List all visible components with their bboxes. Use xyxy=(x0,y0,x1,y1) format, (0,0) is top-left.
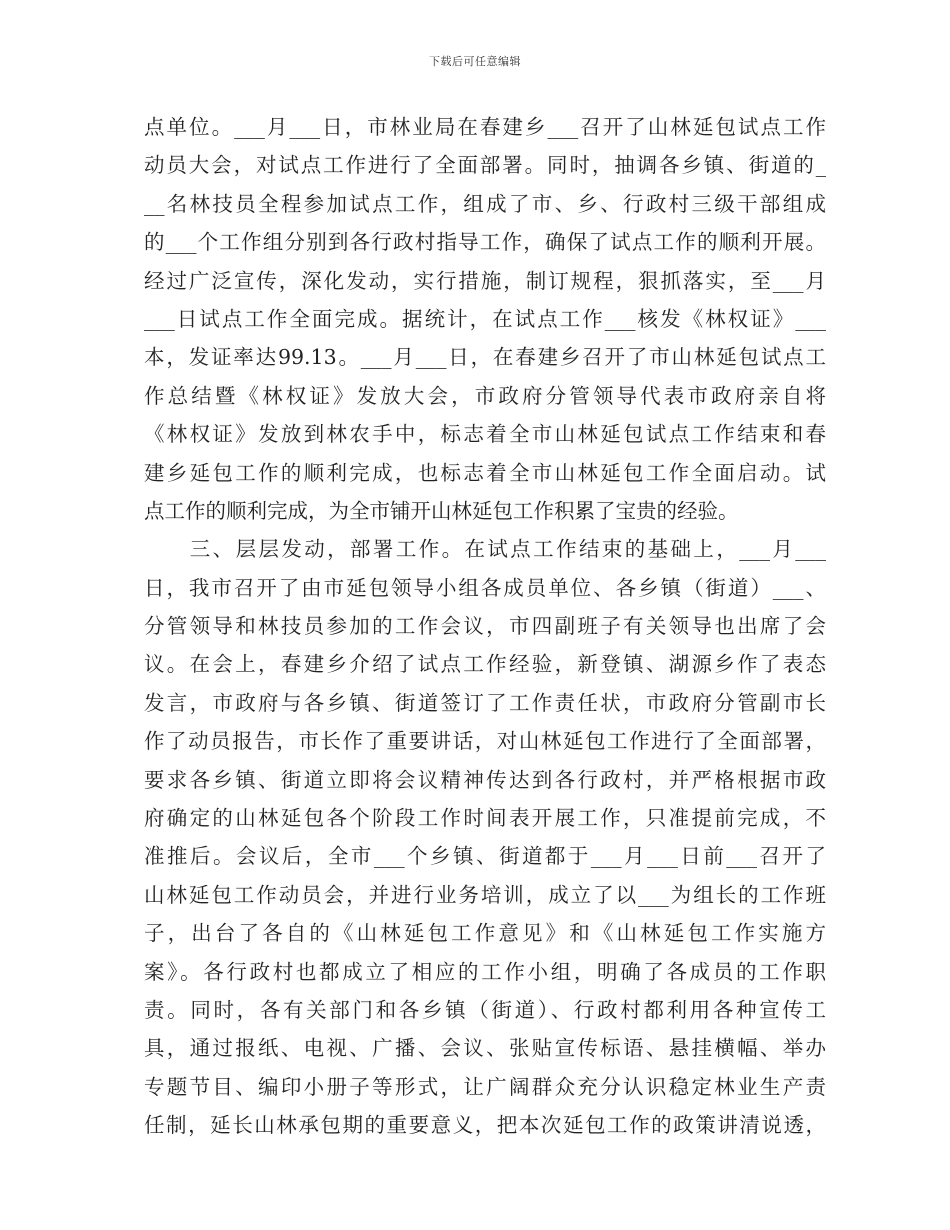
text-line: __名林技员全程参加试点工作，组成了市、乡、行政村三级干部组成 xyxy=(144,191,826,216)
text-line: 任制，延长山林承包期的重要意义，把本次延包工作的政策讲清说透， xyxy=(144,1113,826,1138)
text-line: 责。同时，各有关部门和各乡镇（街道）、行政村都利用各种宣传工 xyxy=(144,997,826,1022)
text-line: 三、层层发动，部署工作。在试点工作结束的基础上，___月___ xyxy=(144,537,826,562)
text-line: 具，通过报纸、电视、广播、会议、张贴宣传标语、悬挂横幅、举办 xyxy=(144,1036,826,1061)
text-line: 动员大会，对试点工作进行了全面部署。同时，抽调各乡镇、街道的_ xyxy=(144,153,826,178)
text-line: 作总结暨《林权证》发放大会，市政府分管领导代表市政府亲自将 xyxy=(144,383,826,408)
text-line: 发言，市政府与各乡镇、街道签订了工作责任状，市政府分管副市长 xyxy=(144,690,826,715)
text-line: 案》。各行政村也都成立了相应的工作小组，明确了各成员的工作职 xyxy=(144,959,826,984)
text-line: 日，我市召开了由市延包领导小组各成员单位、各乡镇（街道）___、 xyxy=(144,575,826,600)
text-line: 要求各乡镇、街道立即将会议精神传达到各行政村，并严格根据市政 xyxy=(144,767,826,792)
text-line: 经过广泛宣传，深化发动，实行措施，制订规程，狠抓落实，至___月 xyxy=(144,268,826,293)
text-line: 子，出台了各自的《山林延包工作意见》和《山林延包工作实施方 xyxy=(144,921,826,946)
text-line: ___日试点工作全面完成。据统计，在试点工作___核发《林权证》___ xyxy=(144,306,826,331)
text-line: 《林权证》发放到林农手中，标志着全市山林延包试点工作结束和春 xyxy=(144,422,826,447)
paragraph-end-line: 点工作的顺利完成，为全市铺开山林延包工作积累了宝贵的经验。 xyxy=(144,498,739,523)
text-line: 准推后。会议后，全市___个乡镇、街道都于___月___日前___召开了 xyxy=(144,844,826,869)
text-line: 专题节目、编印小册子等形式，让广阔群众充分认识稳定林业生产责 xyxy=(144,1074,826,1099)
text-line: 点单位。___月___日，市林业局在春建乡___召开了山林延包试点工作 xyxy=(144,115,826,139)
text-line: 山林延包工作动员会，并进行业务培训，成立了以___为组长的工作班 xyxy=(144,882,826,907)
text-line: 府确定的山林延包各个阶段工作时间表开展工作，只准提前完成，不 xyxy=(144,806,826,831)
header-note: 下载后可任意编辑 xyxy=(429,55,521,68)
text-line: 议。在会上，春建乡介绍了试点工作经验，新登镇、湖源乡作了表态 xyxy=(144,652,826,677)
text-line: 作了动员报告，市长作了重要讲话，对山林延包工作进行了全面部署， xyxy=(144,729,826,754)
text-line: 的___个工作组分别到各行政村指导工作，确保了试点工作的顺利开展。 xyxy=(144,230,826,255)
body-text xyxy=(144,108,826,1145)
text-line: 分管领导和林技员参加的工作会议，市四副班子有关领导也出席了会 xyxy=(144,614,826,639)
text-line: 本，发证率达99.13。___月___日，在春建乡召开了市山林延包试点工 xyxy=(144,345,826,370)
text-line: 建乡延包工作的顺利完成，也标志着全市山林延包工作全面启动。试 xyxy=(144,460,826,485)
